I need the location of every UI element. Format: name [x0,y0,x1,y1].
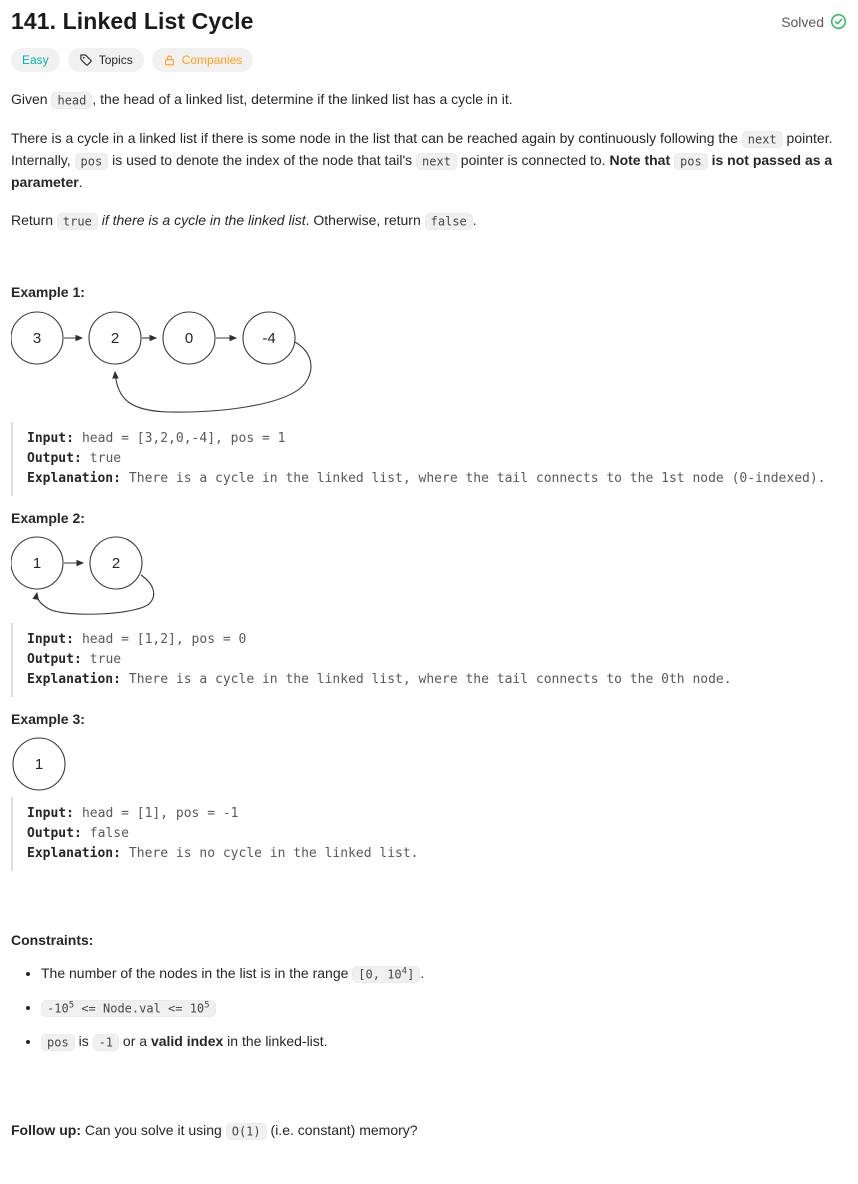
companies-label: Companies [181,53,243,67]
example-2-title: Example 2: [11,510,85,526]
output-value: true [89,652,122,667]
cycle-back-edge [37,575,154,614]
solved-status [781,13,847,30]
constraint-item: • The number of the nodes in the list is in the range [0, $10^4$] . [41,963,847,985]
description-paragraph-3: Return true if there is a cycle in the linked list. Otherwise, return false . [11,212,477,228]
node-value: 1 [32,555,42,572]
input-label: Input: [27,431,74,446]
explanation-value: There is a cycle in the linked list, where the tail connects to the 0th node. [128,672,732,687]
explanation-label: Explanation: [27,846,121,861]
lock-icon [163,54,176,67]
node-value: -4 [262,330,276,347]
output-label: Output: [27,652,82,667]
explanation-label: Explanation: [27,672,121,687]
constraint-item: • pos is -1 or a valid index in the linked-list. [41,1031,847,1053]
input-label: Input: [27,806,74,821]
example-1-io-block [11,422,847,496]
description-paragraph-1: Given head , the head of a linked list, determine if the linked list has a cycle in it. [11,91,513,107]
node-value: 3 [32,330,42,347]
output-label: Output: [27,826,82,841]
problem-page [11,0,847,1142]
node-value: 2 [111,555,121,572]
input-value: head = [1], pos = -1 [81,806,239,821]
node-value: 2 [110,330,120,347]
output-label: Output: [27,451,82,466]
example-3-io-block [11,797,847,871]
badge-row [11,48,847,72]
constraint-item: • $-10^5$ <= Node.val <= $10^5$ [41,997,847,1019]
spacer [11,1065,847,1103]
problem-title: 141. Linked List Cycle [11,8,254,34]
explanation-value: There is no cycle in the linked list. [128,846,419,861]
spacer [11,885,847,915]
solved-label: Solved [781,13,824,30]
explanation-value: There is a cycle in the linked list, where the tail connects to the 1st node (0-indexed). [128,471,826,486]
constraints-list [11,963,847,1053]
follow-up-paragraph: Follow up: Can you solve it using O(1) (i.e. constant) memory? [11,1122,418,1138]
topics-label: Topics [98,53,133,67]
companies-badge[interactable] [152,48,254,72]
explanation-label: Explanation: [27,471,121,486]
node-value: 1 [34,756,44,773]
tag-icon [79,53,93,67]
node-value: 0 [184,330,194,347]
difficulty-label: Easy [22,53,49,67]
linked-list-diagram-example-2 [11,534,181,619]
example-1-title: Example 1: [11,284,85,300]
check-circle-icon [830,13,847,30]
example-2-io-block [11,623,847,697]
input-label: Input: [27,632,74,647]
description-paragraph-2: There is a cycle in a linked list if there is some node in the list that can be reached again by continuously following the next pointer. Internally, pos is used to denote the index of the node that tail's next pointer is connected to. Note that pos is not passed as a parameter. [11,130,833,190]
input-value: head = [3,2,0,-4], pos = 1 [81,431,286,446]
example-3-title: Example 3: [11,711,85,727]
output-value: true [89,451,122,466]
cycle-back-edge [115,342,311,412]
input-value: head = [1,2], pos = 0 [81,632,247,647]
header [11,0,847,35]
spacer [11,232,847,270]
output-value: false [89,826,129,841]
linked-list-diagram-example-1 [11,308,333,418]
constraints-title: Constraints: [11,932,94,948]
topics-badge[interactable] [68,48,144,72]
difficulty-badge[interactable] [11,48,60,72]
linked-list-diagram-example-3 [11,735,71,793]
